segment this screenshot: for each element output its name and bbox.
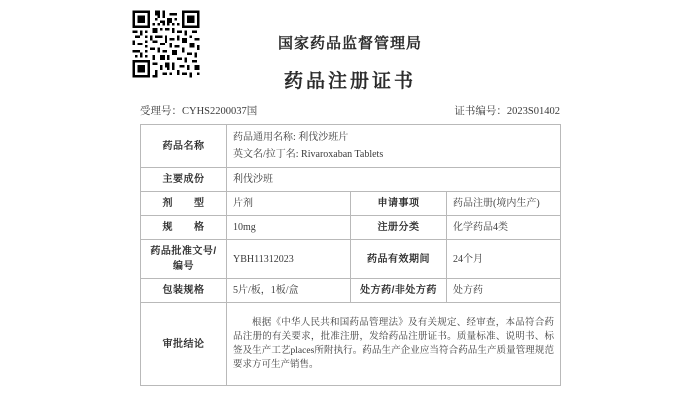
registration-category-value: 化学药品4类 (447, 216, 561, 240)
certificate-number (454, 103, 560, 118)
package-specification-value: 5片/板，1板/盒 (227, 279, 351, 303)
registration-category-label: 注册分类 (351, 216, 447, 240)
conclusion-label: 审批结论 (141, 303, 227, 386)
issuing-organization: 国家药品监督管理局 (277, 35, 422, 52)
certificate-number-value: 2023S01402 (506, 106, 560, 117)
generic-name: 药品通用名称: 利伐沙班片 (233, 132, 349, 143)
table-row (141, 125, 561, 168)
approval-number-label: 药品批准文号/编号 (141, 240, 227, 279)
dosage-form-label: 剂 型 (141, 192, 227, 216)
acceptance-number (140, 103, 257, 118)
drug-name-label: 药品名称 (141, 125, 227, 168)
acceptance-number-label: 受理号： (140, 106, 182, 117)
dosage-form-value: 片剂 (227, 192, 351, 216)
application-item-value: 药品注册(境内生产) (447, 192, 561, 216)
validity-period-value: 24个月 (447, 240, 561, 279)
page-title: 药品注册证书 (283, 71, 416, 92)
table-row (141, 168, 561, 192)
certificate-table (140, 124, 561, 386)
approval-number-value: YBH11312023 (227, 240, 351, 279)
conclusion-value (227, 303, 561, 386)
table-row (141, 192, 561, 216)
main-ingredient-value: 利伐沙班 (227, 168, 561, 192)
prescription-type-value: 处方药 (447, 279, 561, 303)
document-meta (140, 103, 560, 119)
table-row (141, 279, 561, 303)
application-item-label: 申请事项 (351, 192, 447, 216)
main-ingredient-label: 主要成份 (141, 168, 227, 192)
prescription-type-label: 处方药/非处方药 (351, 279, 447, 303)
table-row (141, 303, 561, 386)
specification-value: 10mg (227, 216, 351, 240)
table-row (141, 240, 561, 279)
acceptance-number-value: CYHS2200037国 (182, 106, 258, 117)
validity-period-label: 药品有效期间 (351, 240, 447, 279)
certificate-number-label: 证书编号： (454, 106, 507, 117)
conclusion-text: 根据《中华人民共和国药品管理法》及有关规定、经审查，本品符合药品注册的有关要求，批准注册，发给药品注册证书。质量标准、说明书、标签及生产工艺places所附执行。药品生产企业应当符合药品生产质量管理规范要求方可生产销售。 (233, 317, 554, 371)
latin-name: 英文名/拉丁名: Rivaroxaban Tablets (233, 149, 384, 160)
drug-name-value (227, 125, 561, 168)
specification-label: 规 格 (141, 216, 227, 240)
table-row (141, 216, 561, 240)
package-specification-label: 包装规格 (141, 279, 227, 303)
